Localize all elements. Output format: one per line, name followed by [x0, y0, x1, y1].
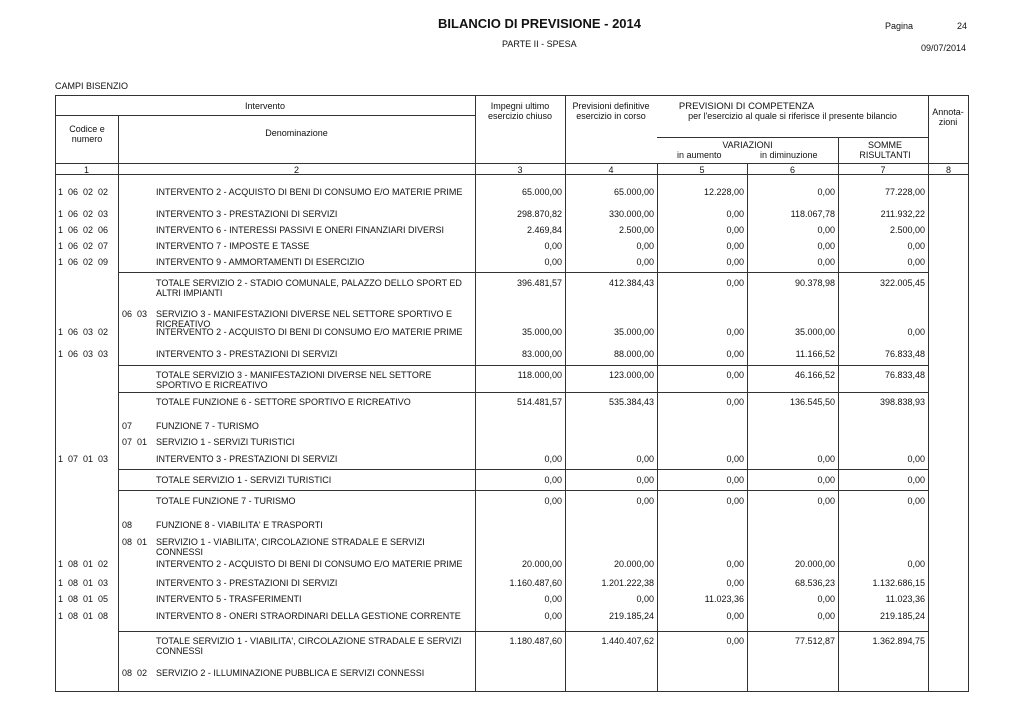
header-rule [657, 137, 928, 138]
row-amount: 1.180.487,60 [509, 636, 562, 646]
row-code: 1 06 02 09 [58, 257, 109, 267]
row-amount: 396.481,57 [516, 278, 562, 288]
row-prefix: 07 [122, 421, 133, 431]
row-amount: 0,00 [817, 475, 835, 485]
row-amount: 0,00 [544, 257, 562, 267]
header-previsioni: Previsioni definitive esercizio in corso [572, 101, 650, 121]
header-denominazione: Denominazione [265, 128, 328, 138]
row-amount: 20.000,00 [794, 559, 835, 569]
row-code: 1 06 03 02 [58, 327, 109, 337]
header-in-diminuzione: in diminuzione [760, 150, 818, 160]
row-amount: 0,00 [726, 278, 744, 288]
row-amount: 0,00 [636, 496, 654, 506]
total-rule [118, 365, 928, 366]
row-amount: 0,00 [726, 578, 744, 588]
col-divider [838, 137, 839, 692]
row-amount: 0,00 [726, 475, 744, 485]
row-code: 1 08 01 08 [58, 611, 109, 621]
row-amount: 11.166,52 [795, 349, 835, 359]
row-amount: 0,00 [544, 611, 562, 621]
header-intervento: Intervento [244, 101, 286, 111]
row-amount: 0,00 [817, 187, 835, 197]
row-amount: 412.384,43 [608, 278, 654, 288]
row-description: INTERVENTO 3 - PRESTAZIONI DI SERVIZI [156, 209, 338, 219]
row-amount: 65.000,00 [613, 187, 654, 197]
total-rule [118, 392, 928, 393]
row-description: INTERVENTO 8 - ONERI STRAORDINARI DELLA GESTIONE CORRENTE [156, 611, 461, 621]
row-code: 1 06 02 02 [58, 187, 109, 197]
row-description: INTERVENTO 7 - IMPOSTE E TASSE [156, 241, 310, 251]
row-amount: 1.440.407,62 [601, 636, 654, 646]
page-subtitle: PARTE II - SPESA [502, 39, 577, 49]
row-amount: 0,00 [907, 257, 925, 267]
row-amount: 0,00 [907, 475, 925, 485]
row-prefix: 08 01 [122, 537, 148, 547]
row-amount: 83.000,00 [521, 349, 562, 359]
row-description: TOTALE SERVIZIO 2 - STADIO COMUNALE, PALAZZO DELLO SPORT ED ALTRI IMPIANTI [156, 278, 462, 298]
row-amount: 0,00 [817, 594, 835, 604]
row-amount: 11.023,36 [885, 594, 925, 604]
row-amount: 211.932,22 [880, 209, 925, 219]
colnum-3: 3 [517, 165, 523, 175]
row-amount: 0,00 [817, 257, 835, 267]
row-amount: 2.500,00 [889, 225, 925, 235]
row-amount: 0,00 [544, 241, 562, 251]
row-description: INTERVENTO 2 - ACQUISTO DI BENI DI CONSUMO E/O MATERIE PRIME [156, 187, 463, 197]
row-amount: 0,00 [726, 225, 744, 235]
row-amount: 0,00 [726, 496, 744, 506]
row-amount: 0,00 [907, 241, 925, 251]
row-amount: 35.000,00 [794, 327, 835, 337]
row-amount: 0,00 [817, 454, 835, 464]
row-amount: 0,00 [544, 454, 562, 464]
row-description: SERVIZIO 1 - VIABILITA', CIRCOLAZIONE STRADALE E SERVIZI CONNESSI [156, 537, 425, 557]
colnum-8: 8 [945, 165, 951, 175]
row-amount: 88.000,00 [613, 349, 654, 359]
row-amount: 1.201.222,38 [601, 578, 654, 588]
col-divider [657, 163, 658, 692]
row-code: 1 06 02 07 [58, 241, 109, 251]
col-divider [747, 163, 748, 692]
print-date: 09/07/2014 [921, 43, 967, 53]
row-amount: 2.500,00 [618, 225, 654, 235]
row-amount: 0,00 [636, 257, 654, 267]
header-impegni: Impegni ultimo esercizio chiuso [487, 101, 553, 121]
row-amount: 90.378,98 [794, 278, 835, 288]
row-code: 1 06 03 03 [58, 349, 109, 359]
row-amount: 0,00 [726, 370, 744, 380]
row-amount: 76.833,48 [884, 370, 925, 380]
row-amount: 0,00 [726, 209, 744, 219]
header-rule [55, 115, 475, 116]
total-rule [118, 272, 928, 273]
row-amount: 0,00 [907, 454, 925, 464]
total-rule [118, 469, 928, 470]
row-amount: 0,00 [726, 454, 744, 464]
row-amount: 219.185,24 [608, 611, 654, 621]
row-amount: 1.132.686,15 [872, 578, 925, 588]
row-amount: 0,00 [907, 559, 925, 569]
total-rule [118, 631, 928, 632]
row-description: INTERVENTO 6 - INTERESSI PASSIVI E ONERI FINANZIARI DIVERSI [156, 225, 445, 235]
colnum-5: 5 [699, 165, 705, 175]
row-amount: 77.228,00 [884, 187, 925, 197]
row-amount: 0,00 [726, 327, 744, 337]
row-amount: 77.512,87 [794, 636, 835, 646]
row-amount: 123.000,00 [608, 370, 654, 380]
row-description: INTERVENTO 3 - PRESTAZIONI DI SERVIZI [156, 454, 338, 464]
row-code: 1 06 02 03 [58, 209, 109, 219]
row-amount: 0,00 [636, 594, 654, 604]
row-amount: 12.228,00 [703, 187, 744, 197]
row-description: TOTALE SERVIZIO 1 - VIABILITA', CIRCOLAZIONE STRADALE E SERVIZI CONNESSI [156, 636, 462, 656]
row-description: INTERVENTO 2 - ACQUISTO DI BENI DI CONSUMO E/O MATERIE PRIME [156, 559, 463, 569]
col-divider [565, 95, 566, 692]
row-amount: 76.833,48 [884, 349, 925, 359]
row-amount: 0,00 [544, 496, 562, 506]
row-amount: 1.160.487,60 [509, 578, 562, 588]
row-amount: 20.000,00 [613, 559, 654, 569]
row-amount: 0,00 [817, 496, 835, 506]
row-prefix: 07 01 [122, 437, 148, 447]
col-divider [118, 115, 119, 692]
row-amount: 20.000,00 [521, 559, 562, 569]
header-annotazioni: Annota- zioni [932, 107, 964, 127]
row-amount: 0,00 [544, 594, 562, 604]
row-description: FUNZIONE 8 - VIABILITA' E TRASPORTI [156, 520, 323, 530]
row-amount: 0,00 [907, 496, 925, 506]
header-competenza-sub: per l'esercizio al quale si riferisce il presente bilancio [688, 111, 897, 121]
row-amount: 0,00 [636, 241, 654, 251]
row-description: INTERVENTO 9 - AMMORTAMENTI DI ESERCIZIO [156, 257, 365, 267]
row-amount: 330.000,00 [608, 209, 654, 219]
row-amount: 136.545,50 [789, 397, 835, 407]
row-amount: 46.166,52 [794, 370, 835, 380]
row-amount: 0,00 [636, 475, 654, 485]
row-code: 1 08 01 02 [58, 559, 109, 569]
row-amount: 1.362.894,75 [872, 636, 925, 646]
row-amount: 65.000,00 [521, 187, 562, 197]
row-description: INTERVENTO 5 - TRASFERIMENTI [156, 594, 302, 604]
row-amount: 0,00 [817, 241, 835, 251]
row-amount: 2.469,84 [526, 225, 562, 235]
col-divider [928, 95, 929, 692]
row-description: INTERVENTO 3 - PRESTAZIONI DI SERVIZI [156, 349, 338, 359]
row-amount: 219.185,24 [879, 611, 925, 621]
row-amount: 398.838,93 [879, 397, 925, 407]
header-rule [55, 163, 969, 164]
row-amount: 0,00 [726, 257, 744, 267]
row-description: TOTALE FUNZIONE 7 - TURISMO [156, 496, 296, 506]
row-code: 1 06 02 06 [58, 225, 109, 235]
row-amount: 322.005,45 [879, 278, 925, 288]
row-description: TOTALE SERVIZIO 1 - SERVIZI TURISTICI [156, 475, 332, 485]
row-amount: 118.067,78 [790, 209, 835, 219]
row-amount: 0,00 [726, 349, 744, 359]
colnum-6: 6 [789, 165, 795, 175]
row-prefix: 08 02 [122, 668, 148, 678]
row-prefix: 06 03 [122, 309, 148, 319]
row-amount: 0,00 [907, 327, 925, 337]
colnum-7: 7 [880, 165, 886, 175]
total-rule [118, 490, 928, 491]
row-description: INTERVENTO 2 - ACQUISTO DI BENI DI CONSUMO E/O MATERIE PRIME [156, 327, 463, 337]
row-amount: 0,00 [726, 636, 744, 646]
row-amount: 0,00 [726, 559, 744, 569]
row-amount: 0,00 [817, 611, 835, 621]
row-amount: 118.000,00 [517, 370, 562, 380]
row-description: SERVIZIO 1 - SERVIZI TURISTICI [156, 437, 295, 447]
row-code: 1 07 01 03 [58, 454, 109, 464]
row-description: SERVIZIO 2 - ILLUMINAZIONE PUBBLICA E SERVIZI CONNESSI [156, 668, 425, 678]
row-amount: 11.023,36 [704, 594, 744, 604]
header-competenza: PREVISIONI DI COMPETENZA [678, 101, 815, 112]
row-description: INTERVENTO 3 - PRESTAZIONI DI SERVIZI [156, 578, 338, 588]
row-description: SERVIZIO 3 - MANIFESTAZIONI DIVERSE NEL SETTORE SPORTIVO E RICREATIVO [156, 309, 453, 329]
row-amount: 514.481,57 [516, 397, 562, 407]
colnum-1: 1 [83, 165, 89, 175]
col-divider [475, 95, 476, 692]
colnum-4: 4 [608, 165, 614, 175]
row-amount: 0,00 [544, 475, 562, 485]
row-description: TOTALE SERVIZIO 3 - MANIFESTAZIONI DIVERSE NEL SETTORE SPORTIVO E RICREATIVO [156, 370, 432, 390]
row-amount: 0,00 [636, 454, 654, 464]
header-somme: SOMME RISULTANTI [859, 140, 911, 160]
page-title: BILANCIO DI PREVISIONE - 2014 [438, 16, 641, 31]
page-number: 24 [957, 21, 968, 31]
row-description: FUNZIONE 7 - TURISMO [156, 421, 259, 431]
entity-name: CAMPI BISENZIO [55, 81, 129, 91]
row-prefix: 08 [122, 520, 133, 530]
header-variazioni: VARIAZIONI [722, 140, 773, 150]
page-label: Pagina [885, 21, 914, 31]
row-amount: 298.870,82 [516, 209, 562, 219]
row-amount: 0,00 [817, 225, 835, 235]
row-amount: 0,00 [726, 397, 744, 407]
colnum-2: 2 [293, 165, 299, 175]
row-amount: 35.000,00 [613, 327, 654, 337]
row-code: 1 08 01 05 [58, 594, 109, 604]
row-amount: 535.384,43 [608, 397, 654, 407]
header-in-aumento: in aumento [677, 150, 722, 160]
row-amount: 35.000,00 [521, 327, 562, 337]
row-amount: 0,00 [726, 241, 744, 251]
header-codice: Codice e numero [69, 124, 105, 144]
row-amount: 0,00 [726, 611, 744, 621]
row-amount: 68.536,23 [794, 578, 835, 588]
row-code: 1 08 01 03 [58, 578, 109, 588]
row-description: TOTALE FUNZIONE 6 - SETTORE SPORTIVO E RICREATIVO [156, 397, 411, 407]
